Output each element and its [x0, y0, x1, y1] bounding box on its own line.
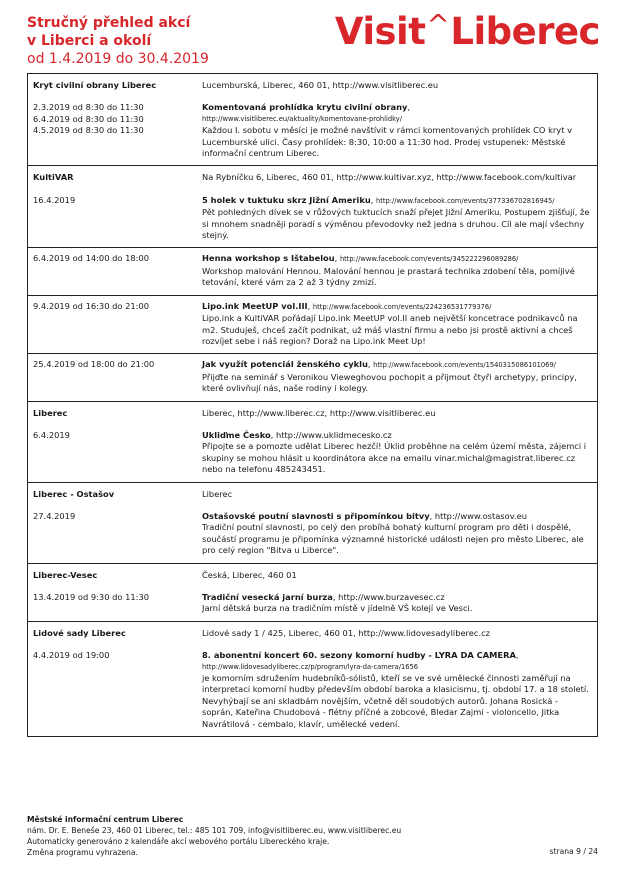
event-title-line: Ostašovské poutní slavnosti s připomínkou bitvy, http://www.ostasov.eu [202, 510, 527, 521]
event-title: 5 holek v tuktuku skrz Jižní Ameriku [202, 194, 371, 205]
event-body [202, 430, 597, 476]
event-link[interactable]: http://www.burzavesec.cz [338, 592, 445, 602]
venue-header-row [28, 622, 597, 647]
event-dates [28, 359, 202, 394]
venue-group [27, 166, 598, 401]
event-description: Tradiční poutní slavnosti, po celý den probíhá bohatý kulturní program pro děti i dospělé, součástí programu je připomínka významné historické události nejen pro město Liberec, ale pro celý region "Bitva u Liberce". [202, 522, 584, 556]
event-date: 16.4.2019 [33, 194, 76, 205]
event-description: Pět pohledných dívek se v růžových tuktucích snaží přejet Jižní Ameriku. Postupem zjišťují, že si mnohem snadněji poradí s výměnou převodovky než jedna s druhou. Cíl ale mají všechny stejný. [202, 207, 590, 241]
event-title-line: 8. abonentní koncert 60. sezony komorní hudby - LYRA DA CAMERA, http://www.lidovesadyliberec.cz/p/program/lyra-da-camera/1656 [202, 650, 591, 673]
event-row [28, 589, 597, 621]
event-link[interactable]: http://www.lidovesadyliberec.cz/p/program/lyra-da-camera/1656 [202, 662, 419, 671]
date-range: od 1.4.2019 do 30.4.2019 [27, 51, 209, 67]
event-title-line: Ukliďme Česko, http://www.uklidmecesko.cz [202, 429, 392, 440]
event-body [202, 195, 597, 242]
event-description: Lipo.ink a KultiVAR pořádají Lipo.ink MeetUP vol.II aneb největší koncetrace podnikavců na m2. Studuješ, chceš začít podnikat, už máš vlastní firmu a nebo jsi prostě aktivní a chceš rozvíjet sebe i náš region? Doraž na Lipo.ink Meet Up! [202, 313, 578, 346]
event-link[interactable]: http://www.facebook.com/events/1540315086101069/ [373, 361, 556, 370]
event-dates [28, 301, 202, 348]
venue-address: Na Rybníčku 6, Liberec, 460 01, http://www.kultivar.xyz, http://www.facebook.com/kultivar [202, 172, 577, 183]
event-title-line: Lipo.ink MeetUP vol.III, http://www.facebook.com/events/224236531779376/ [202, 300, 492, 311]
event-row [28, 247, 597, 294]
event-row [28, 508, 597, 563]
venue-name: KultiVAR [33, 172, 74, 183]
venue-group [27, 483, 598, 564]
event-link[interactable]: http://www.ostasov.eu [434, 510, 527, 521]
event-title: Ukliďme Česko [202, 429, 271, 440]
visitliberec-logo [335, 10, 600, 53]
footer-org: Městské informační centrum Liberec [27, 815, 184, 824]
event-body [202, 592, 597, 615]
event-link[interactable]: http://www.visitliberec.eu/aktuality/komentovane-prohlidky/ [202, 114, 402, 123]
venue-name: Kryt civilní obrany Liberec [33, 80, 157, 90]
event-dates [28, 430, 202, 476]
events-table [27, 73, 598, 737]
event-dates [28, 195, 202, 242]
event-date: 25.4.2019 od 18:00 do 21:00 [33, 359, 155, 370]
venue-group [27, 402, 598, 483]
event-description: Jarní dětská burza na tradičním místě v jídelně VŠ kolejí ve Vesci. [202, 603, 473, 614]
event-title: Jak využít potenciál ženského cyklu [202, 359, 368, 370]
venue-header-row [28, 166, 597, 191]
page-title [27, 14, 209, 68]
event-title-line: Tradiční vesecká jarní burza, http://www.burzavesec.cz [202, 592, 445, 602]
venue-group [27, 622, 598, 737]
event-title-line: Henna workshop s Ištabelou, http://www.facebook.com/events/345222296089286/ [202, 253, 519, 264]
page-number: strana 9 / 24 [549, 847, 598, 856]
venue-header-row [28, 483, 597, 508]
event-date: 9.4.2019 od 16:30 do 21:00 [33, 300, 150, 311]
event-description: Přijďte na seminář s Veronikou Vieweghovou pochopit a přijmout čtyři archetypy, principy, které ovlivňují nás, naše rodiny i kolegy. [202, 371, 577, 394]
venue-name: Liberec - Ostašov [33, 488, 115, 499]
venue-header-row [28, 564, 597, 589]
logo-word-liberec: Liberec [450, 10, 600, 53]
event-title-line: 5 holek v tuktuku skrz Jižní Ameriku, http://www.facebook.com/events/377336702816945/ [202, 194, 555, 205]
event-body [202, 102, 597, 159]
venue-address: Liberec, http://www.liberec.cz, http://www.visitliberec.eu [202, 407, 436, 418]
title-line-1: Stručný přehled akcí [27, 15, 191, 31]
event-link[interactable]: http://www.facebook.com/events/224236531779376/ [312, 302, 492, 311]
event-title: Henna workshop s Ištabelou [202, 253, 335, 264]
event-row [28, 427, 597, 482]
event-date: 6.4.2019 od 8:30 do 11:30 [33, 113, 144, 124]
event-body [202, 253, 597, 288]
event-description: Připojte se a pomozte udělat Liberec hezčí! Úklid proběhne na celém území města, zájemci i skupiny se mohou hlásit u koordinátora akce na emailu vinar.michal@magistrat.liberec.cz nebo na telefonu 485243451. [202, 441, 587, 475]
event-date: 27.4.2019 [33, 510, 76, 521]
venue-address: Liberec [202, 488, 233, 499]
event-link[interactable]: http://www.facebook.com/events/377336702816945/ [376, 196, 555, 205]
venue-name: Lidové sady Liberec [33, 627, 126, 638]
event-row [28, 353, 597, 400]
event-row [28, 647, 597, 736]
event-title: Komentovaná prohlídka krytu civilní obrany [202, 102, 408, 113]
event-date: 6.4.2019 [33, 429, 70, 440]
event-title: Tradiční vesecká jarní burza [202, 592, 333, 602]
footer-generated: Automaticky generováno z kalendáře akcí webového portálu Libereckého kraje. [27, 837, 330, 846]
venue-header-row [28, 402, 597, 427]
event-description: Workshop malování Hennou. Malování hennou je prastará technika zdobení těla, pomíjivé tetování, které vám za 2 až 3 týdny zmizí. [202, 265, 575, 288]
venue-name: Liberec [33, 407, 68, 418]
footer [27, 814, 401, 858]
venue-name: Liberec-Vesec [33, 569, 98, 580]
venue-group [27, 564, 598, 622]
event-body [202, 301, 597, 348]
logo-word-visit: Visit [334, 10, 426, 53]
title-line-2: v Liberci a okolí [27, 33, 152, 49]
event-date: 13.4.2019 od 9:30 do 11:30 [33, 592, 150, 602]
event-dates [28, 511, 202, 557]
venue-header-row [28, 74, 597, 99]
event-dates [28, 102, 202, 159]
event-row [28, 99, 597, 165]
venue-address: Lidové sady 1 / 425, Liberec, 460 01, http://www.lidovesadyliberec.cz [202, 627, 491, 638]
event-body [202, 650, 597, 730]
event-dates [28, 592, 202, 615]
event-date: 4.4.2019 od 19:00 [33, 650, 110, 661]
event-body [202, 511, 597, 557]
event-link[interactable]: http://www.facebook.com/events/345222296089286/ [339, 255, 519, 264]
event-date: 6.4.2019 od 14:00 do 18:00 [33, 253, 150, 264]
venue-group [27, 73, 598, 166]
event-title-line: Komentovaná prohlídka krytu civilní obrany, http://www.visitliberec.eu/aktuality/komentovane-prohlidky/ [202, 102, 591, 125]
event-dates [28, 253, 202, 288]
logo-caret: ^ [426, 8, 450, 41]
footer-note: Změna programu vyhrazena. [27, 848, 138, 857]
event-title: Ostašovské poutní slavnosti s připomínkou bitvy [202, 510, 430, 521]
event-date: 4.5.2019 od 8:30 do 11:30 [33, 125, 144, 136]
venue-address: Lucemburská, Liberec, 460 01, http://www.visitliberec.eu [202, 80, 439, 90]
footer-contact: nám. Dr. E. Beneše 23, 460 01 Liberec, tel.: 485 101 709, info@visitliberec.eu, www.visitliberec.eu [27, 826, 402, 835]
event-row [28, 192, 597, 248]
event-description: je komorním sdružením hudebníků-sólistů, kteří se ve své umělecké činnosti zaměřují na interpretaci komorní hudby především období baroka a klasicismu, tj. období 17. a 18 století. Nevyhýbají se ani skladbám novějším, včetně děl soudobých autorů. Johana Rosická - soprán, Kateřina Chudobová - flétny příčné a zobcové, Bledar Zajmi - violoncello, Jitka Navrátilová - cembalo, klavír, umělecké vedení. [202, 673, 589, 729]
venue-address: Česká, Liberec, 460 01 [202, 569, 297, 580]
event-date: 2.3.2019 od 8:30 do 11:30 [33, 102, 144, 113]
event-title: 8. abonentní koncert 60. sezony komorní hudby - LYRA DA CAMERA [202, 650, 516, 661]
event-row [28, 295, 597, 354]
event-title-line: Jak využít potenciál ženského cyklu, http://www.facebook.com/events/1540315086101069/ [202, 359, 556, 370]
event-body [202, 359, 597, 394]
event-title: Lipo.ink MeetUP vol.III [202, 300, 308, 311]
event-link[interactable]: http://www.uklidmecesko.cz [275, 429, 392, 440]
event-dates [28, 650, 202, 730]
event-description: Každou I. sobotu v měsíci je možné navštívit v rámci komentovaných prohlídek CO kryt v Lucemburské ulici. Časy prohlídek: 8:30, 10:00 a 11:30 hod. Prodej vstupenek: Městské informační centrum Liberec. [202, 125, 573, 159]
